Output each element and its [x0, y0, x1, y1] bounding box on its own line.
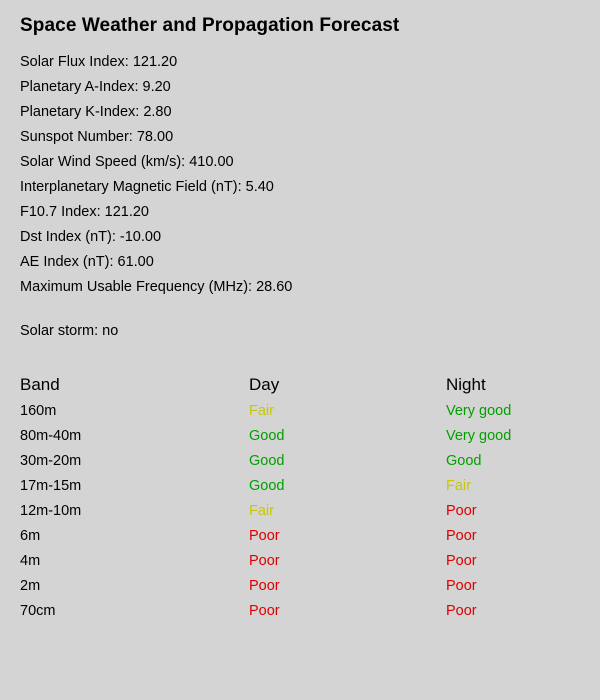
cell-night-condition: Fair	[446, 478, 471, 494]
cell-day-condition: Poor	[249, 578, 280, 594]
cell-band: 12m-10m	[20, 503, 82, 519]
table-header-row	[20, 370, 580, 399]
space-weather-metrics-list	[20, 50, 580, 300]
table-row	[20, 499, 580, 524]
cell-band: 80m-40m	[20, 428, 82, 444]
table-row	[20, 449, 580, 474]
metric-dst-index: Dst Index (nT): -10.00	[20, 229, 162, 245]
metric-sunspot-number: Sunspot Number: 78.00	[20, 129, 174, 145]
cell-day-condition: Poor	[249, 528, 280, 544]
cell-day-condition: Good	[249, 478, 285, 494]
cell-band: 4m	[20, 553, 41, 569]
cell-day-condition: Poor	[249, 553, 280, 569]
cell-night-condition: Poor	[446, 578, 477, 594]
cell-day-condition: Poor	[249, 603, 280, 619]
cell-night-condition: Good	[446, 453, 482, 469]
metric-ae-index: AE Index (nT): 61.00	[20, 254, 154, 270]
column-header-band: Band	[20, 375, 60, 394]
cell-night-condition: Poor	[446, 528, 477, 544]
column-header-day: Day	[249, 375, 280, 394]
metric-solar-flux-index: Solar Flux Index: 121.20	[20, 54, 178, 70]
cell-band: 160m	[20, 403, 57, 419]
cell-night-condition: Poor	[446, 503, 477, 519]
band-table-body	[20, 399, 580, 624]
cell-day-condition: Fair	[249, 503, 274, 519]
cell-night-condition: Poor	[446, 553, 477, 569]
metric-maximum-usable-frequency: Maximum Usable Frequency (MHz): 28.60	[20, 279, 293, 295]
cell-day-condition: Fair	[249, 403, 274, 419]
cell-night-condition: Poor	[446, 603, 477, 619]
cell-band: 17m-15m	[20, 478, 82, 494]
page-title: Space Weather and Propagation Forecast	[20, 15, 400, 36]
table-row	[20, 424, 580, 449]
band-table-header	[20, 370, 580, 399]
band-conditions-table	[20, 370, 580, 624]
cell-band: 2m	[20, 578, 41, 594]
solar-storm-status: Solar storm: no	[20, 323, 119, 339]
cell-day-condition: Good	[249, 428, 285, 444]
cell-band: 6m	[20, 528, 41, 544]
table-row	[20, 399, 580, 424]
metric-planetary-a-index: Planetary A-Index: 9.20	[20, 79, 171, 95]
table-row	[20, 524, 580, 549]
table-row	[20, 549, 580, 574]
table-row	[20, 599, 580, 624]
cell-night-condition: Very good	[446, 403, 512, 419]
cell-day-condition: Good	[249, 453, 285, 469]
cell-night-condition: Very good	[446, 428, 512, 444]
metric-planetary-k-index: Planetary K-Index: 2.80	[20, 104, 172, 120]
table-row	[20, 574, 580, 599]
metric-solar-wind-speed: Solar Wind Speed (km/s): 410.00	[20, 154, 234, 170]
table-row	[20, 474, 580, 499]
cell-band: 70cm	[20, 603, 56, 619]
metric-f107-index: F10.7 Index: 121.20	[20, 204, 149, 220]
metric-interplanetary-magnetic-field: Interplanetary Magnetic Field (nT): 5.40	[20, 179, 274, 195]
cell-band: 30m-20m	[20, 453, 82, 469]
column-header-night: Night	[446, 375, 486, 394]
